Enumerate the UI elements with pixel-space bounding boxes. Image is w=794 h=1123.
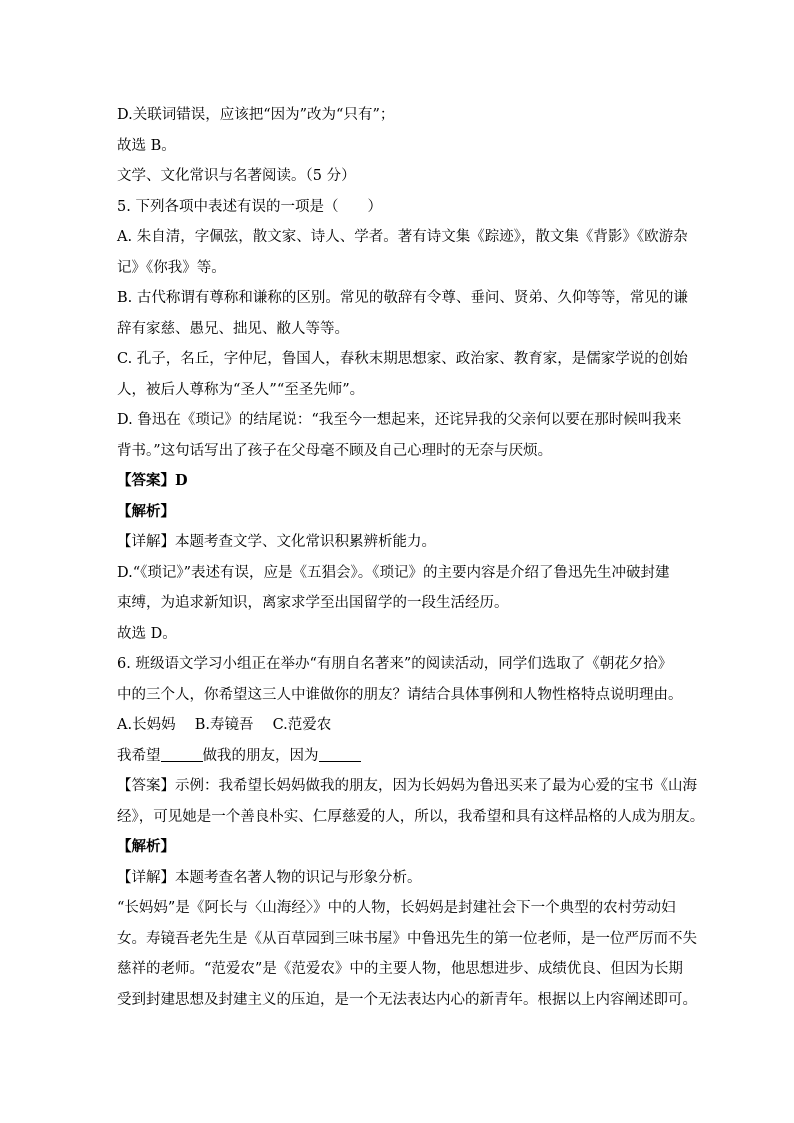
text-line: 慈祥的老师。“范爱农”是《范爱农》中的主要人物，他思想进步、成绩优良、但因为长期 bbox=[117, 961, 683, 977]
text-line: 辞有家慈、愚兄、拙见、敝人等等。 bbox=[117, 320, 349, 337]
text-line: 受到封建思想及封建主义的压迫，是一个无法表达内心的新青年。根据以上内容阐述即可。 bbox=[117, 991, 697, 1008]
text-line: 故选 B。 bbox=[117, 137, 176, 154]
analysis-label: 【解析】 bbox=[117, 838, 175, 855]
options-list: A.长妈妈 B.寿镜吾 C.范爱农 bbox=[117, 717, 332, 733]
option-d: D. 鲁迅在《琐记》的结尾说：“我至今一想起来，还诧异我的父亲何以要在那时候叫我来 bbox=[117, 412, 682, 428]
fill-in-text: 做我的朋友，因为 bbox=[202, 747, 319, 764]
blank-2 bbox=[319, 747, 361, 762]
fill-in-text: 我希望 bbox=[117, 747, 161, 764]
detail-explanation: 【详解】本题考查文学、文化常识积累辨析能力。 bbox=[117, 534, 436, 550]
section-heading: 文学、文化常识与名著阅读。（5 分） bbox=[117, 168, 356, 184]
question-5: 5. 下列各项中表述有误的一项是（ ） bbox=[117, 198, 382, 215]
text-line: 人，被后人尊称为“圣人”“至圣先师”。 bbox=[117, 381, 365, 398]
option-b: B. 古代称谓有尊称和谦称的区别。常见的敬辞有令尊、垂问、贤弟、久仰等等，常见的谦 bbox=[117, 290, 688, 306]
text-line: 背书。”这句话写出了孩子在父母毫不顾及自己心理时的无奈与厌烦。 bbox=[117, 442, 553, 459]
text-line: 记》《你我》等。 bbox=[117, 259, 226, 276]
text-line: 中的三个人，你希望这三人中谁做你的朋友？请结合具体事例和人物性格特点说明理由。 bbox=[117, 686, 683, 703]
detail-explanation: 【详解】本题考查名著人物的识记与形象分析。 bbox=[117, 869, 422, 886]
text-line: 束缚，为追求新知识，离家求学至出国留学的一段生活经历。 bbox=[117, 595, 509, 611]
text-line: D.“《琐记》”表述有误，应是《五猖会》。《琐记》的主要内容是介绍了鲁迅先生冲破封建 bbox=[117, 564, 670, 581]
answer-label: 【答案】D bbox=[117, 472, 188, 489]
option-c: C. 孔子，名丘，字仲尼，鲁国人，春秋末期思想家、政治家、教育家，是儒家学说的创始 bbox=[117, 351, 688, 367]
text-line: 女。寿镜吾老先生是《从百草园到三味书屋》中鲁迅先生的第一位老师，是一位严厉而不失 bbox=[117, 930, 697, 947]
document-page bbox=[117, 100, 705, 1015]
text-line: D.关联词错误，应该把“因为”改为“只有”； bbox=[117, 107, 395, 123]
text-line: 经》，可见她是一个善良朴实、仁厚慈爱的人，所以，我希望和具有这样品格的人成为朋友。 bbox=[117, 808, 705, 825]
question-6: 6. 班级语文学习小组正在举办“有朋自名著来”的阅读活动，同学们选取了《朝花夕拾》 bbox=[117, 656, 673, 672]
option-a: A. 朱自清，字佩弦，散文家、诗人、学者。著有诗文集《踪迹》，散文集《背影》《欧游杂 bbox=[117, 229, 688, 245]
analysis-label: 【解析】 bbox=[117, 502, 175, 520]
text-line: “长妈妈”是《阿长与〈山海经〉》中的人物，长妈妈是封建社会下一个典型的农村劳动妇 bbox=[117, 900, 676, 916]
blank-1 bbox=[161, 747, 203, 762]
fill-in-line bbox=[117, 741, 679, 772]
text-line: 故选 D。 bbox=[117, 625, 177, 642]
answer-example: 【答案】示例：我希望长妈妈做我的朋友，因为长妈妈为鲁迅买来了最为心爱的宝书《山海 bbox=[117, 778, 697, 794]
